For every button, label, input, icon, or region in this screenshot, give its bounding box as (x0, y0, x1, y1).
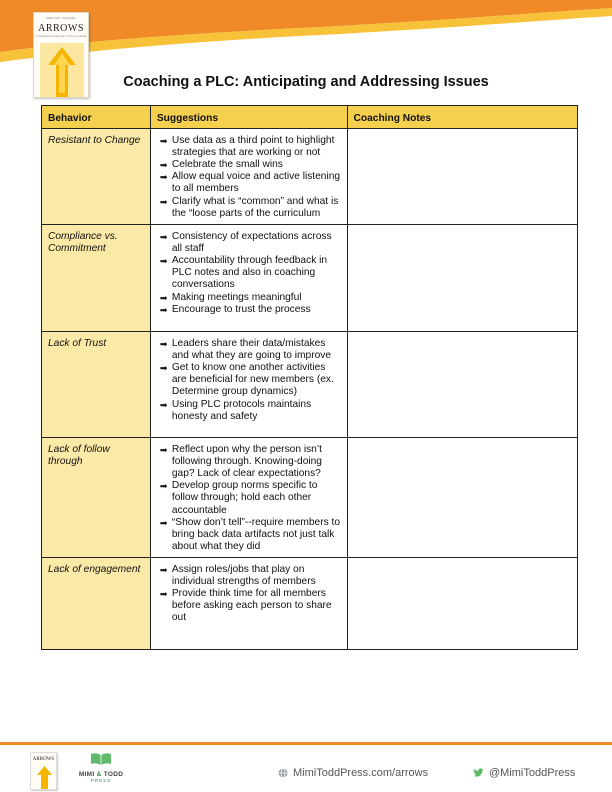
table-row-lack-of-follow-through (42, 438, 578, 558)
behavior-cell: Lack of engagement (42, 558, 151, 650)
suggestions-cell (150, 558, 347, 650)
coaching-notes-cell[interactable] (347, 558, 577, 650)
arrow-bullet-icon: ➡ (159, 256, 168, 267)
suggestion-item: ➡ Allow equal voice and active listening to all members (159, 171, 341, 195)
footer-book-thumbnail (30, 752, 57, 790)
suggestions-cell (150, 129, 347, 225)
suggestion-item: ➡ Consistency of expectations across all staff (159, 231, 332, 255)
suggestion-item: ➡ Reflect upon why the person isn’t following through. Knowing-doing gap? Lack of clear expectations? (159, 444, 322, 480)
footer-divider (0, 742, 612, 745)
arrow-bullet-icon: ➡ (159, 292, 168, 303)
suggestion-item: ➡ Develop group norms specific to follow through; hold each other accountable (159, 480, 318, 516)
header-wave-decoration (0, 0, 612, 80)
page-title: Coaching a PLC: Anticipating and Addressing Issues (123, 74, 489, 90)
behavior-cell: Lack of follow through (42, 438, 151, 558)
suggestion-item: ➡ Use data as a third point to highlight strategies that are working or not (159, 135, 335, 159)
website-text: MimiToddPress.com/arrows (293, 767, 429, 779)
table-header-row (42, 106, 578, 129)
suggestion-item: ➡ Making meetings meaningful (159, 291, 302, 303)
open-book-icon (89, 752, 113, 766)
mimi-todd-press-logo (74, 752, 128, 786)
arrow-bullet-icon: ➡ (159, 339, 168, 350)
header-coaching-notes: Coaching Notes (347, 106, 577, 129)
header-suggestions: Suggestions (150, 106, 347, 129)
twitter-handle: @MimiToddPress (489, 767, 576, 779)
suggestion-item: ➡ Assign roles/jobs that play on individual strengths of members (159, 564, 316, 588)
coaching-notes-cell[interactable] (347, 332, 577, 438)
globe-icon (278, 768, 288, 778)
book-cover-title: ARROWS (38, 23, 84, 34)
arrow-bullet-icon: ➡ (159, 399, 168, 410)
coaching-notes-cell[interactable] (347, 225, 577, 332)
arrow-bullet-icon: ➡ (159, 517, 168, 528)
twitter-link[interactable] (473, 767, 575, 779)
book-cover-subtitle: A Systems-Based Approach to School Leadership (35, 35, 87, 38)
twitter-bird-icon (473, 768, 484, 778)
footer-book-title: ARROWS (32, 757, 55, 762)
book-cover-authors: Mimi Todd • Sue Author (46, 16, 76, 20)
press-name-amp: & (96, 771, 102, 778)
arrow-bullet-icon: ➡ (159, 304, 168, 315)
website-link[interactable] (278, 767, 428, 779)
press-name-todd: TODD (103, 771, 124, 778)
coaching-table (41, 105, 578, 650)
arrow-bullet-icon: ➡ (159, 363, 168, 374)
table-row-lack-of-engagement (42, 558, 578, 650)
arrow-bullet-icon: ➡ (159, 160, 168, 171)
suggestion-item: ➡ Celebrate the small wins (159, 159, 283, 171)
suggestion-item: ➡ “Show don’t tell”--require members to bring back data artifacts not just talk about what they did (159, 516, 341, 552)
coaching-notes-cell[interactable] (347, 129, 577, 225)
press-label: PRESS (90, 778, 112, 783)
suggestion-item: ➡ Encourage to trust the process (159, 303, 311, 315)
suggestion-item: ➡ Accountability through feedback in PLC notes and also in coaching conversations (159, 255, 328, 291)
suggestion-item: ➡ Using PLC protocols maintains honesty and safety (159, 398, 312, 422)
arrow-bullet-icon: ➡ (159, 445, 168, 456)
suggestions-cell (150, 332, 347, 438)
suggestion-item: ➡ Clarify what is “common” and what is the “loose parts of the curriculum (159, 195, 339, 219)
suggestion-item: ➡ Provide think time for all members before asking each person to share out (159, 588, 332, 624)
suggestion-item: ➡ Get to know one another activities are beneficial for new members (ex. Determine group dynamics) (159, 362, 334, 398)
suggestion-item: ➡ Leaders share their data/mistakes and what they are going to improve (159, 338, 332, 362)
suggestions-cell (150, 225, 347, 332)
table-row-resistant-to-change (42, 129, 578, 225)
arrow-bullet-icon: ➡ (159, 172, 168, 183)
arrow-bullet-icon: ➡ (159, 196, 168, 207)
arrow-bullet-icon: ➡ (159, 232, 168, 243)
suggestions-cell (150, 438, 347, 558)
header-behavior: Behavior (42, 106, 151, 129)
table-row-compliance-vs-commitment (42, 225, 578, 332)
arrow-bullet-icon: ➡ (159, 565, 168, 576)
behavior-cell: Compliance vs. Commitment (42, 225, 151, 332)
behavior-cell: Lack of Trust (42, 332, 151, 438)
arrow-graphic-icon (31, 765, 57, 790)
arrow-bullet-icon: ➡ (159, 136, 168, 147)
coaching-notes-cell[interactable] (347, 438, 577, 558)
table-row-lack-of-trust (42, 332, 578, 438)
press-name-mimi: MIMI (78, 771, 95, 778)
arrow-bullet-icon: ➡ (159, 481, 168, 492)
behavior-cell: Resistant to Change (42, 129, 151, 225)
arrow-bullet-icon: ➡ (159, 589, 168, 600)
